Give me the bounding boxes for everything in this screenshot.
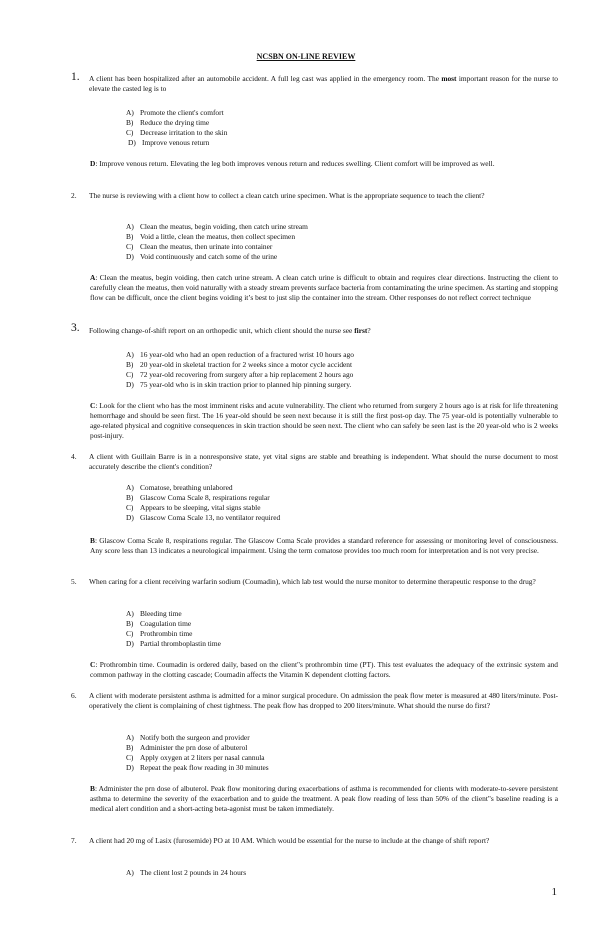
options-list-4 [126,483,426,523]
option-d[interactable]: D) Repeat the peak flow reading in 30 minutes [126,763,269,772]
option-d[interactable]: D) Partial thromboplastin time [126,639,221,648]
option-d[interactable]: D) Void continuously and catch some of the urine [126,252,278,261]
answer-5: C: Prothrombin time. Coumadin is ordered daily, based on the client"s prothrombin time (PT). This test evaluates the adequacy of the extrinsic system and common pathway in the clotting cascade; Coumadin affects the Vitamin K dependent clotting factors. [90,660,558,679]
option-b[interactable]: B) Administer the prn dose of albuterol [126,743,248,752]
option-a[interactable]: A) Comatose, breathing unlabored [126,483,233,492]
question-number: 5. [71,577,77,586]
answer-1: D: Improve venous return. Elevating the leg both improves venous return and reduces swelling. Client comfort will be improved as well. [90,159,495,168]
option-b[interactable]: B) 20 year-old in skeletal traction for 2 weeks since a motor cycle accident [126,360,353,369]
answer-key: B [90,784,95,793]
answer-2: A: Clean the meatus, begin voiding, then catch urine stream. A clean catch urine is difficult to obtain and requires clear directions. Instructing the client to carefully clean the meatus, then void naturally with a steady stream prevents surface bacteria from contaminating the urine specimen. As starting and stopping flow can be difficult, once the client begins voiding it’s best to just slip the container into the stream. Other responses do not reflect correct technique [90,273,558,302]
question-5 [72,577,558,587]
question-stem: Following change-of-shift report on an orthopedic unit, which client should the nurse see first? [89,326,371,335]
option-c[interactable]: C) Appears to be sleeping, vital signs stable [126,503,261,512]
options-list-6 [126,733,426,773]
answer-3: C: Look for the client who has the most imminent risks and acute vulnerability. The client who returned from surgery 2 hours ago is at risk for life threatening hemorrhage and should be seen first. The 16 year-old should be seen next because it is still the first post-op day. The 75 year-old is potentially vulnerable to age-related physical and cognitive consequences in skin traction should be seen next. The client who can safely be seen last is the 20 year-old who is 2 weeks post-injury. [90,401,558,440]
question-2 [72,191,558,201]
options-list-3 [126,350,426,390]
option-a[interactable]: A) The client lost 2 pounds in 24 hours [126,868,247,877]
option-b[interactable]: B) Void a little, clean the meatus, then collect specimen [126,232,296,241]
option-d[interactable]: D) Improve venous return [128,138,210,147]
option-a[interactable]: A) Notify both the surgeon and provider [126,733,250,742]
option-a[interactable]: A) Clean the meatus, begin voiding, then catch urine stream [126,222,308,231]
question-7 [72,836,558,846]
option-c[interactable]: C) Decrease irritation to the skin [126,128,228,137]
question-number: 3. [71,322,80,334]
page-number: 1 [551,886,557,898]
question-1 [71,71,559,94]
question-stem: A client with moderate persistent asthma is admitted for a minor surgical procedure. On admission the peak flow meter is measured at 480 liters/minute. Post-operatively the client is complaining of chest tightness. The peak flow has dropped to 200 liters/minute. What should the nurse do first? [89,691,558,710]
answer-6: B: Administer the prn dose of albuterol. Peak flow monitoring during exacerbations of asthma is recommended for clients with moderate-to-severe persistent asthma to determine the severity of the exacerbation and to guide the treatment. A peak flow reading of less than 50% of the client"s baseline reading is a medical alert condition and a short-acting beta-agonist must be taken immediately. [90,784,558,813]
question-stem: When caring for a client receiving warfarin sodium (Coumadin), which lab test would the nurse monitor to determine therapeutic response to the drug? [89,577,536,586]
option-b[interactable]: B) Coagulation time [126,619,192,628]
question-stem: A client has been hospitalized after an automobile accident. A full leg cast was applied in the emergency room. The most important reason for the nurse to elevate the casted leg is to [89,74,559,93]
options-list-5 [126,609,426,649]
options-list-1 [126,108,426,148]
option-c[interactable]: C) Apply oxygen at 2 liters per nasal cannula [126,753,265,762]
answer-key: C [90,401,96,410]
option-c[interactable]: C) Clean the meatus, then urinate into container [126,242,273,251]
options-list-2 [126,222,426,262]
option-c[interactable]: C) Prothrombin time [126,629,193,638]
question-number: 4. [71,452,77,461]
option-c[interactable]: C) 72 year-old recovering from surgery after a hip replacement 2 hours ago [126,370,354,379]
option-d[interactable]: D) Glascow Coma Scale 13, no ventilator required [126,513,281,522]
answer-key: A [90,273,96,282]
page-title: NCSBN ON-LINE REVIEW [256,52,356,61]
answer-key: D [90,159,96,168]
options-list-7 [126,868,426,878]
option-b[interactable]: B) Glascow Coma Scale 8, respirations regular [126,493,270,502]
question-number: 7. [71,836,77,845]
option-a[interactable]: A) Promote the client's comfort [126,108,224,117]
answer-key: C [90,660,96,669]
question-stem: A client with Guillain Barre is in a nonresponsive state, yet vital signs are stable and breathing is independent. What should the nurse document to most accurately describe the client's condition? [89,452,558,471]
question-4 [72,452,558,472]
question-3 [71,322,558,336]
question-number: 1. [71,71,80,83]
question-stem: A client had 20 mg of Lasix (furosemide) PO at 10 AM. Which would be essential for the nurse to include at the change of shift report? [89,836,490,845]
answer-key: B [90,536,95,545]
option-b[interactable]: B) Reduce the drying time [126,118,210,127]
answer-4: B: Glascow Coma Scale 8, respirations regular. The Glascow Coma Scale provides a standard reference for assessing or monitoring level of consciousness. Any score less than 13 indicates a neurological impairment. Using the term comatose provides too much room for interpretation and is not very precise. [90,536,558,555]
question-number: 2. [71,191,77,200]
option-a[interactable]: A) 16 year-old who had an open reduction of a fractured wrist 10 hours ago [126,350,354,359]
option-d[interactable]: D) 75 year-old who is in skin traction prior to planned hip pinning surgery. [126,380,352,389]
option-a[interactable]: A) Bleeding time [126,609,182,618]
question-stem: The nurse is reviewing with a client how to collect a clean catch urine specimen. What is the appropriate sequence to teach the client? [89,191,485,200]
question-6 [72,691,558,711]
question-number: 6. [71,691,77,700]
